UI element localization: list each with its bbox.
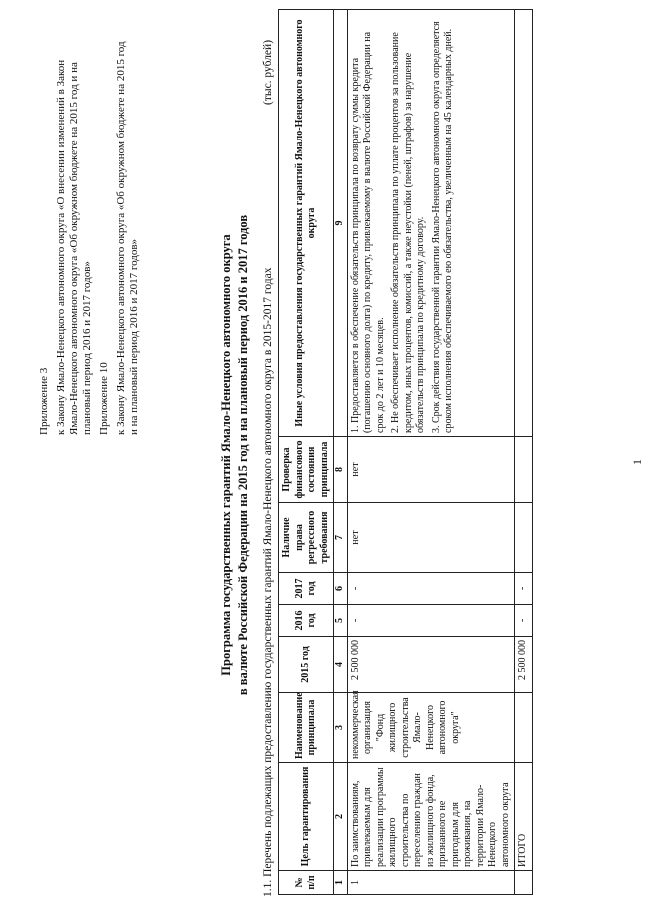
appendix-line-1: Приложение 3 [38, 367, 50, 435]
total-row [515, 10, 533, 895]
header-2017: 2017 год [279, 573, 334, 605]
row-principal: некоммерческая организация "Фонд жилищного строительства Ямало-Ненецкого автономного округа" [347, 693, 515, 763]
row-conditions [347, 10, 515, 437]
row-2017: - [347, 573, 515, 605]
condition-2: 2. Не обеспечивает исполнение обязательств принципала по уплате процентов за пользование кредитом, иных процентов, комиссий, а также неустойки (пеней, штрафов) за нарушение обязательств принципала по кредитному договору. [390, 32, 426, 433]
col-number: 3 [334, 693, 348, 763]
row-2016: - [347, 605, 515, 637]
appendix-line-4: к Закону Ямало-Ненецкого автономного округа «Об окружном бюджете на 2015 год и на плановый период 2016 и 2017 годов» [115, 41, 140, 435]
document-title [218, 125, 252, 785]
header-num: № п/п [279, 871, 334, 895]
table-header-row [279, 10, 334, 895]
section-subtitle: 1.1. Перечень подлежащих предоставлению государственных гарантий Ямало-Ненецкого автономного округа в 2015-2017 годах [262, 267, 274, 897]
total-2016: - [515, 605, 533, 637]
header-2015: 2015 год [279, 637, 334, 693]
row-goal: По заимствованиям, привлекаемым для реализации программы жилищного строительства по переселению граждан из жилищного фонда, признанного не пригодным для проживания, на территории Ямало-Ненецкого автономного округа [347, 763, 515, 871]
total-conditions-cell [515, 10, 533, 437]
col-number: 2 [334, 763, 348, 871]
total-regress-cell [515, 503, 533, 573]
units-label: (тыс. рублей) [262, 39, 274, 105]
total-num-cell [515, 871, 533, 895]
col-number: 8 [334, 437, 348, 503]
col-number: 1 [334, 871, 348, 895]
col-number: 7 [334, 503, 348, 573]
header-goal: Цель гарантирования [279, 763, 334, 871]
page-number: 1 [630, 459, 644, 465]
col-number: 6 [334, 573, 348, 605]
title-line-2: в валюте Российской Федерации на 2015 год и на плановый период 2016 и 2017 годов [236, 214, 250, 696]
header-principal: Наименование принципала [279, 693, 334, 763]
table-row [347, 10, 515, 895]
total-label: ИТОГО [515, 763, 533, 871]
header-conditions: Иные условия предоставления государственных гарантий Ямало-Ненецкого автономного округа [279, 10, 334, 437]
row-2015: 2 500 000 [347, 637, 515, 693]
column-number-row [334, 10, 348, 895]
guarantees-table [278, 9, 533, 895]
col-number: 9 [334, 10, 348, 437]
total-2017: - [515, 573, 533, 605]
header-check: Проверка финансового состояния принципала [279, 437, 334, 503]
header-regress: Наличие права регрессного требования [279, 503, 334, 573]
total-2015: 2 500 000 [515, 637, 533, 693]
appendix-line-2: к Закону Ямало-Ненецкого автономного округа «О внесении изменений в Закон Ямало-Ненецкого автономного округа «Об окружном бюджете на 2015 год и на плановый период 2016 и 2017 годов» [55, 59, 93, 435]
total-principal-cell [515, 693, 533, 763]
appendix-line-3: Приложение 10 [98, 362, 110, 435]
condition-3: 3. Срок действия государственной гарантии Ямало-Ненецкого автономного округа определяется сроком исполнения обеспечиваемого ею обязательства, увеличенным на 45 календарных дней. [430, 21, 454, 433]
row-check: нет [347, 437, 515, 503]
title-line-1: Программа государственных гарантий Ямало-Ненецкого автономного округа [219, 234, 233, 676]
header-2016: 2016 год [279, 605, 334, 637]
col-number: 4 [334, 637, 348, 693]
appendix-note [38, 35, 145, 435]
row-regress: нет [347, 503, 515, 573]
condition-1: 1. Предоставляется в обеспечение обязательств принципала по возврату суммы кредита (погашению основного долга) по кредиту, привлекаемому в валюте Российской Федерации на срок до 2 лет и 10 месяцев. [349, 31, 386, 433]
total-check-cell [515, 437, 533, 503]
col-number: 5 [334, 605, 348, 637]
row-num: 1 [347, 871, 515, 895]
